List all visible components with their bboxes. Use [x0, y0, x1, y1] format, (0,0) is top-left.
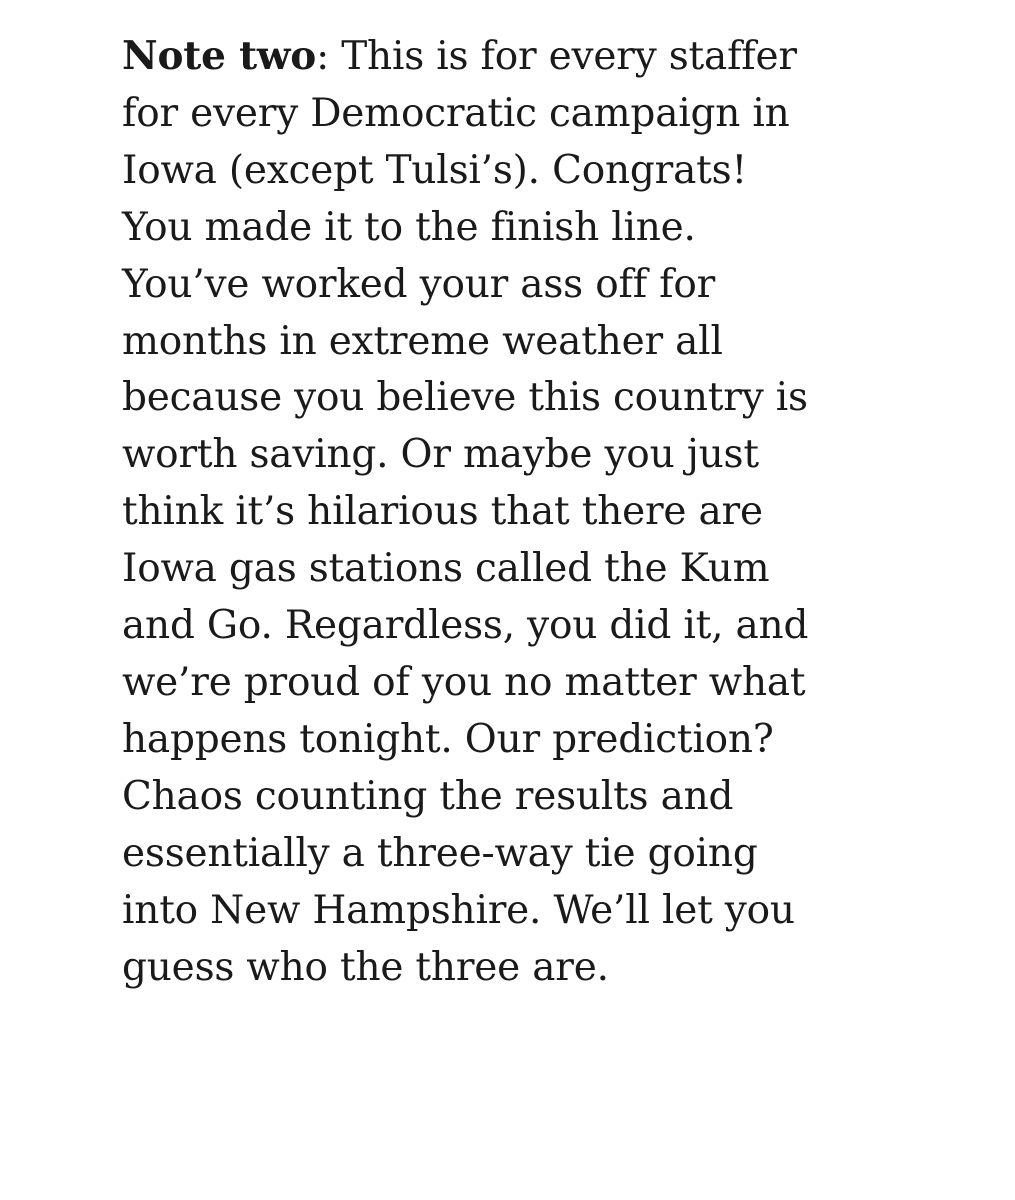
note-line: Iowa gas stations called the Kum — [122, 546, 770, 592]
note-line: for every Democratic campaign in — [122, 90, 790, 136]
note-line: worth saving. Or maybe you just — [122, 432, 759, 478]
note-line: You’ve worked your ass off for — [122, 261, 716, 307]
note-line-text: : This is for every staffer — [316, 34, 797, 79]
note-line: Chaos counting the results and — [122, 773, 734, 819]
note-line: essentially a three-way tie going — [122, 830, 758, 876]
note-line: You made it to the finish line. — [122, 204, 696, 250]
note-line: happens tonight. Our prediction? — [122, 716, 774, 762]
note-line: and Go. Regardless, you did it, and — [122, 603, 809, 649]
note-line: into New Hampshire. We’ll let you — [122, 887, 795, 933]
note-line: because you believe this country is — [122, 375, 808, 421]
note-line: months in extreme weather all — [122, 318, 723, 364]
note-line: think it’s hilarious that there are — [122, 489, 763, 535]
note-line — [122, 28, 1002, 86]
note-paragraph — [122, 28, 1002, 996]
note-line: we’re proud of you no matter what — [122, 659, 806, 705]
note-line: Iowa (except Tulsi’s). Congrats! — [122, 147, 747, 193]
note-line: guess who the three are. — [122, 944, 609, 990]
note-label: Note two — [122, 33, 317, 79]
